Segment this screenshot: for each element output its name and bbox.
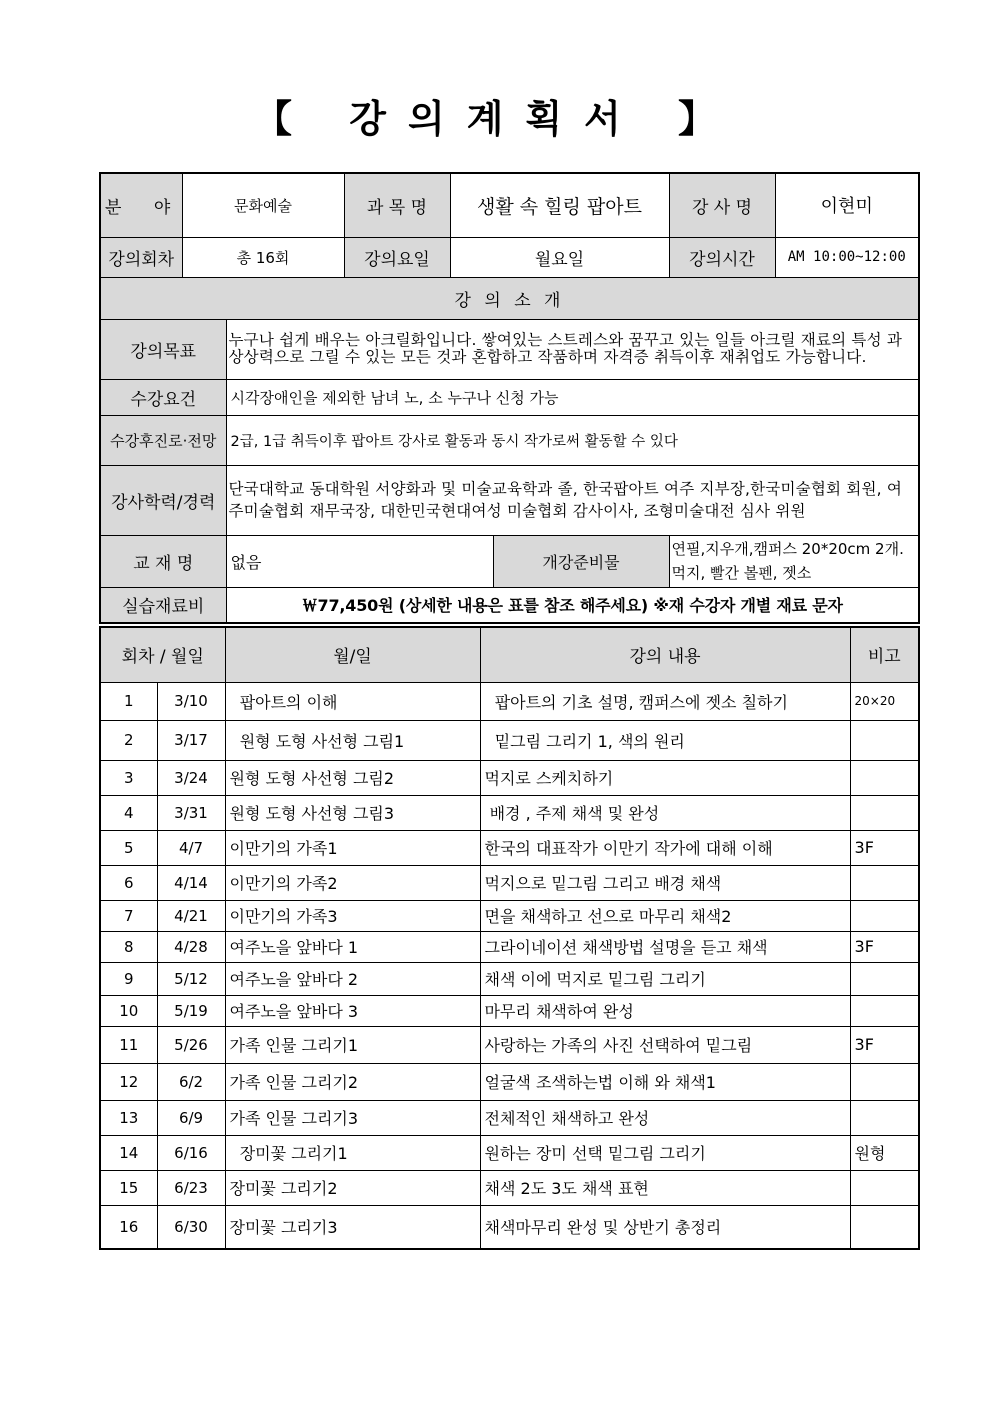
time-value: AM 10:00~12:00 (775, 237, 919, 277)
session-date: 5/12 (157, 962, 225, 995)
table-row (100, 931, 919, 962)
req-value: 시각장애인을 제외한 남녀 노, 소 누구나 신청 가능 (226, 379, 919, 415)
table-row (100, 865, 919, 900)
table-row (100, 995, 919, 1026)
req-label: 수강요건 (100, 379, 226, 415)
session-topic: 가족 인물 그리기1 (225, 1026, 480, 1063)
session-number: 4 (100, 795, 157, 830)
session-number: 2 (100, 720, 157, 760)
table-row (100, 1170, 919, 1205)
session-topic: 원형 도형 사선형 그림2 (225, 760, 480, 795)
session-topic: 장미꽃 그리기1 (225, 1135, 480, 1170)
prep-label: 개강준비물 (493, 535, 669, 587)
session-content: 면을 채색하고 선으로 마무리 채색2 (480, 900, 850, 931)
table-row (100, 720, 919, 760)
textbook-label: 교 재 명 (100, 535, 226, 587)
session-date: 4/7 (157, 830, 225, 865)
session-date: 3/31 (157, 795, 225, 830)
fee-label: 실습재료비 (100, 587, 226, 623)
session-topic: 여주노을 앞바다 1 (225, 931, 480, 962)
table-row (100, 962, 919, 995)
session-number: 15 (100, 1170, 157, 1205)
session-note (850, 1100, 919, 1135)
goal-value: 누구나 쉽게 배우는 아크릴화입니다. 쌓여있는 스트레스와 꿈꾸고 있는 일들 아크릴 재료의 특성 과 상상력으로 그릴 수 있는 모든 것과 혼합하고 작품하며 자격증 취득이후 재취업도 가능합니다. (226, 319, 919, 379)
field-value: 문화예술 (182, 173, 344, 237)
session-number: 11 (100, 1026, 157, 1063)
table-row (100, 1100, 919, 1135)
session-number: 1 (100, 682, 157, 720)
session-date: 6/9 (157, 1100, 225, 1135)
table-row (100, 900, 919, 931)
session-note: 3F (850, 1026, 919, 1063)
session-content: 채색마무리 완성 및 상반기 총정리 (480, 1205, 850, 1249)
session-note: 3F (850, 830, 919, 865)
session-note (850, 1205, 919, 1249)
session-topic: 이만기의 가족1 (225, 830, 480, 865)
session-note (850, 865, 919, 900)
session-topic: 가족 인물 그리기3 (225, 1100, 480, 1135)
session-topic: 팝아트의 이해 (225, 682, 480, 720)
table-row (100, 1063, 919, 1100)
session-note (850, 1170, 919, 1205)
session-note (850, 1063, 919, 1100)
session-number: 6 (100, 865, 157, 900)
session-note: 20×20 (850, 682, 919, 720)
bio-label: 강사학력/경력 (100, 465, 226, 535)
schedule-header-row (100, 627, 919, 682)
session-content: 얼굴색 조색하는법 이해 와 채색1 (480, 1063, 850, 1100)
sessions-value: 총 16회 (182, 237, 344, 277)
sessions-label: 강의회차 (100, 237, 182, 277)
session-topic: 장미꽃 그리기2 (225, 1170, 480, 1205)
session-date: 3/10 (157, 682, 225, 720)
table-row (100, 682, 919, 720)
session-number: 14 (100, 1135, 157, 1170)
session-content: 그라이네이션 채색방법 설명을 듣고 채색 (480, 931, 850, 962)
session-date: 3/17 (157, 720, 225, 760)
session-note: 원형 (850, 1135, 919, 1170)
session-topic: 여주노을 앞바다 3 (225, 995, 480, 1026)
session-note (850, 795, 919, 830)
session-date: 6/16 (157, 1135, 225, 1170)
goal-label: 강의목표 (100, 319, 226, 379)
day-value: 월요일 (450, 237, 669, 277)
textbook-value: 없음 (226, 535, 493, 587)
session-topic: 원형 도형 사선형 그림3 (225, 795, 480, 830)
session-topic: 여주노을 앞바다 2 (225, 962, 480, 995)
header-date: 월/일 (225, 627, 480, 682)
session-content: 배경 , 주제 채색 및 완성 (480, 795, 850, 830)
header-note: 비고 (850, 627, 919, 682)
session-date: 6/30 (157, 1205, 225, 1249)
table-row (100, 830, 919, 865)
bio-value: 단국대학교 동대학원 서양화과 및 미술교육학과 졸, 한국팝아트 여주 지부장,한국미술협회 회원, 여주미술협회 재무국장, 대한민국현대여성 미술협회 감사이사, 조형미술대전 심사 위원 (226, 465, 919, 535)
table-row (100, 1026, 919, 1063)
session-date: 4/14 (157, 865, 225, 900)
subject-value: 생활 속 힐링 팝아트 (450, 173, 669, 237)
session-number: 8 (100, 931, 157, 962)
table-row (100, 1205, 919, 1249)
course-info-table (99, 172, 920, 624)
session-number: 7 (100, 900, 157, 931)
session-date: 5/19 (157, 995, 225, 1026)
session-topic: 장미꽃 그리기3 (225, 1205, 480, 1249)
time-label: 강의시간 (669, 237, 775, 277)
session-content: 원하는 장미 선택 밑그림 그리기 (480, 1135, 850, 1170)
intro-header: 강 의 소 개 (100, 277, 919, 319)
session-content: 밑그림 그리기 1, 색의 원리 (480, 720, 850, 760)
session-note (850, 760, 919, 795)
session-number: 9 (100, 962, 157, 995)
fee-value: ￦77,450원 (상세한 내용은 표를 참조 해주세요) ※재 수강자 개별 재료 문자 (226, 587, 919, 623)
table-row (100, 760, 919, 795)
session-date: 4/28 (157, 931, 225, 962)
session-date: 5/26 (157, 1026, 225, 1063)
subject-label: 과 목 명 (344, 173, 450, 237)
session-number: 10 (100, 995, 157, 1026)
session-content: 채색 2도 3도 채색 표현 (480, 1170, 850, 1205)
session-content: 전체적인 채색하고 완성 (480, 1100, 850, 1135)
session-topic: 가족 인물 그리기2 (225, 1063, 480, 1100)
session-content: 먹지로 스케치하기 (480, 760, 850, 795)
career-value: 2급, 1급 취득이후 팝아트 강사로 활동과 동시 작가로써 활동할 수 있다 (226, 415, 919, 465)
instructor-value: 이현미 (775, 173, 919, 237)
header-content: 강의 내용 (480, 627, 850, 682)
session-content: 사랑하는 가족의 사진 선택하여 밑그림 (480, 1026, 850, 1063)
session-content: 먹지으로 밑그림 그리고 배경 채색 (480, 865, 850, 900)
session-topic: 이만기의 가족2 (225, 865, 480, 900)
header-session: 회차 / 월일 (100, 627, 225, 682)
session-number: 5 (100, 830, 157, 865)
session-content: 한국의 대표작가 이만기 작가에 대해 이해 (480, 830, 850, 865)
session-note (850, 720, 919, 760)
session-note (850, 900, 919, 931)
prep-value: 연필,지우개,캠퍼스 20*20cm 2개. 먹지, 빨간 볼펜, 젯소 (669, 535, 919, 587)
session-number: 3 (100, 760, 157, 795)
session-date: 6/2 (157, 1063, 225, 1100)
table-row (100, 795, 919, 830)
session-number: 12 (100, 1063, 157, 1100)
page-title: 【 강의계획서 】 (254, 97, 738, 141)
session-content: 마무리 채색하여 완성 (480, 995, 850, 1026)
schedule-table (99, 626, 920, 1250)
instructor-label: 강 사 명 (669, 173, 775, 237)
session-content: 채색 이에 먹지로 밑그림 그리기 (480, 962, 850, 995)
field-label: 분 야 (100, 173, 182, 237)
career-label: 수강후진로·전망 (100, 415, 226, 465)
session-content: 팝아트의 기초 설명, 캠퍼스에 젯소 칠하기 (480, 682, 850, 720)
table-row (100, 1135, 919, 1170)
session-date: 6/23 (157, 1170, 225, 1205)
session-number: 13 (100, 1100, 157, 1135)
session-date: 3/24 (157, 760, 225, 795)
session-note: 3F (850, 931, 919, 962)
session-note (850, 995, 919, 1026)
session-number: 16 (100, 1205, 157, 1249)
session-topic: 이만기의 가족3 (225, 900, 480, 931)
session-note (850, 962, 919, 995)
session-topic: 원형 도형 사선형 그림1 (225, 720, 480, 760)
session-date: 4/21 (157, 900, 225, 931)
day-label: 강의요일 (344, 237, 450, 277)
